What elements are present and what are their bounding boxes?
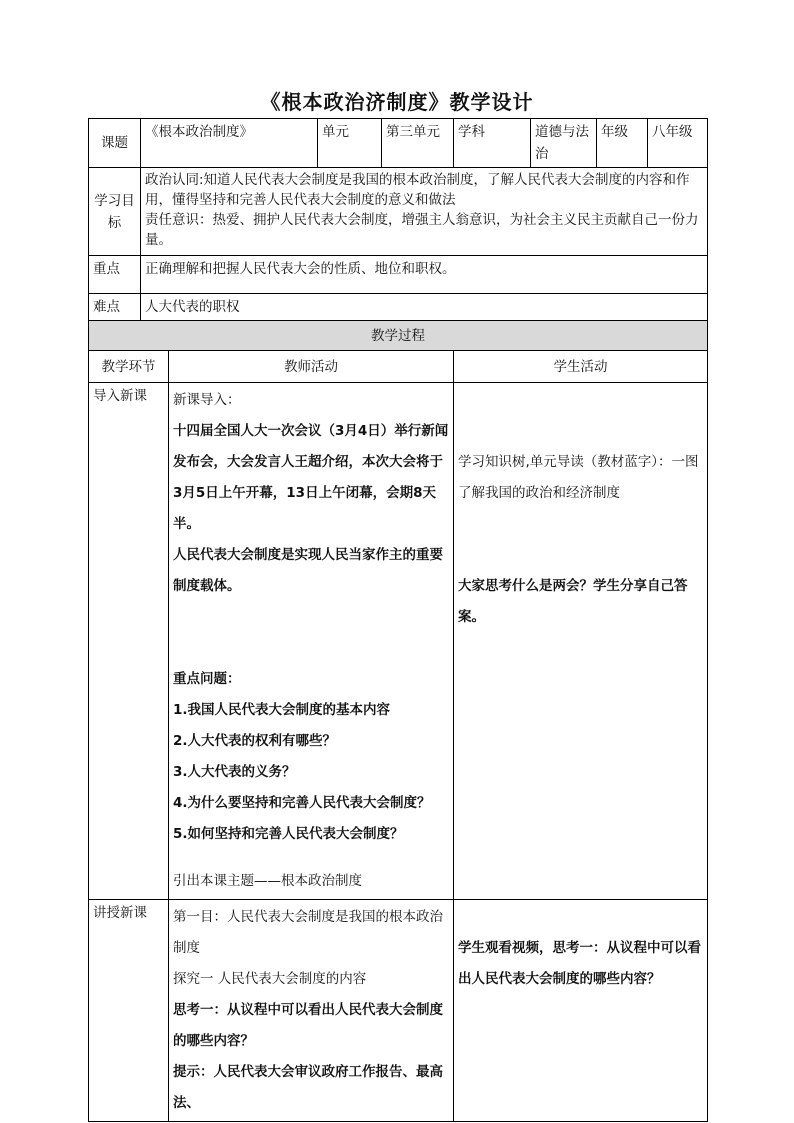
col-teacher: 教师活动 xyxy=(169,351,454,383)
question-3: 3.人大代表的义务？ xyxy=(173,764,296,780)
lecture-point-1: 第一目：人民代表大会制度是我国的根本政治制度 xyxy=(173,909,443,956)
process-title: 教学过程 xyxy=(89,321,708,351)
lecture-stage: 讲授新课 xyxy=(89,900,169,1122)
lecture-teacher xyxy=(169,900,454,1122)
col-stage: 教学环节 xyxy=(89,351,169,383)
intro-news: 十四届全国人大一次会议（3月4日）举行新闻发布会，大会发言人王超介绍，本次大会将于3月5日上午开幕，13日上午闭幕，会期8天半。 xyxy=(173,423,449,532)
intro-statement: 人民代表大会制度是实现人民当家作主的重要制度载体。 xyxy=(173,547,443,594)
col-student: 学生活动 xyxy=(454,351,708,383)
unit-label: 单元 xyxy=(318,119,382,168)
key-text: 正确理解和把握人民代表大会的性质、地位和职权。 xyxy=(141,256,708,294)
intro-heading: 新课导入： xyxy=(173,392,241,408)
intro-teacher xyxy=(169,383,454,900)
topic-label: 课题 xyxy=(89,119,141,168)
subject-value: 道德与法治 xyxy=(531,119,597,168)
goal-political: 政治认同:知道人民代表大会制度是我国的根本政治制度，了解人民代表大会制度的内容和作用，懂得坚持和完善人民代表大会制度的意义和做法 xyxy=(145,172,690,208)
goals-label: 学习目标 xyxy=(89,168,141,256)
topic-value: 《根本政治制度》 xyxy=(141,119,318,168)
student-activity-2: 大家思考什么是两会？学生分享自己答案。 xyxy=(458,578,688,625)
goals-content xyxy=(141,168,708,256)
lecture-explore-1: 探究一 人民代表大会制度的内容 xyxy=(173,971,367,987)
subject-label: 学科 xyxy=(454,119,531,168)
unit-value: 第三单元 xyxy=(382,119,454,168)
question-4: 4.为什么要坚持和完善人民代表大会制度？ xyxy=(173,795,431,811)
lesson-plan-table xyxy=(88,118,708,1122)
question-2: 2.人大代表的权利有哪些？ xyxy=(173,733,337,749)
questions-title: 重点问题： xyxy=(173,671,241,687)
document-title: 《根本政治济制度》教学设计 xyxy=(260,90,534,114)
lecture-student xyxy=(454,900,708,1122)
lecture-hint: 提示：人民代表大会审议政府工作报告、最高法、 xyxy=(173,1064,443,1111)
lecture-think-1: 思考一：从议程中可以看出人民代表大会制度的哪些内容？ xyxy=(173,1002,443,1049)
difficult-label: 难点 xyxy=(89,294,141,321)
grade-value: 八年级 xyxy=(648,119,708,168)
lecture-student-text: 学生观看视频，思考一：从议程中可以看出人民代表大会制度的哪些内容？ xyxy=(458,940,701,987)
grade-label: 年级 xyxy=(597,119,648,168)
intro-student xyxy=(454,383,708,900)
key-label: 重点 xyxy=(89,256,141,294)
difficult-text: 人大代表的职权 xyxy=(141,294,708,321)
intro-stage: 导入新课 xyxy=(89,383,169,900)
lead-topic: 引出本课主题——根本政治制度 xyxy=(173,873,362,889)
goal-responsibility: 责任意识：热爱、拥护人民代表大会制度，增强主人翁意识，为社会主义民主贡献自己一份力量。 xyxy=(145,212,699,248)
student-activity-1: 学习知识树,单元导读（教材蓝字）：一图了解我国的政治和经济制度 xyxy=(458,454,699,501)
question-5: 5.如何坚持和完善人民代表大会制度？ xyxy=(173,826,404,842)
question-1: 1.我国人民代表大会制度的基本内容 xyxy=(173,702,391,718)
